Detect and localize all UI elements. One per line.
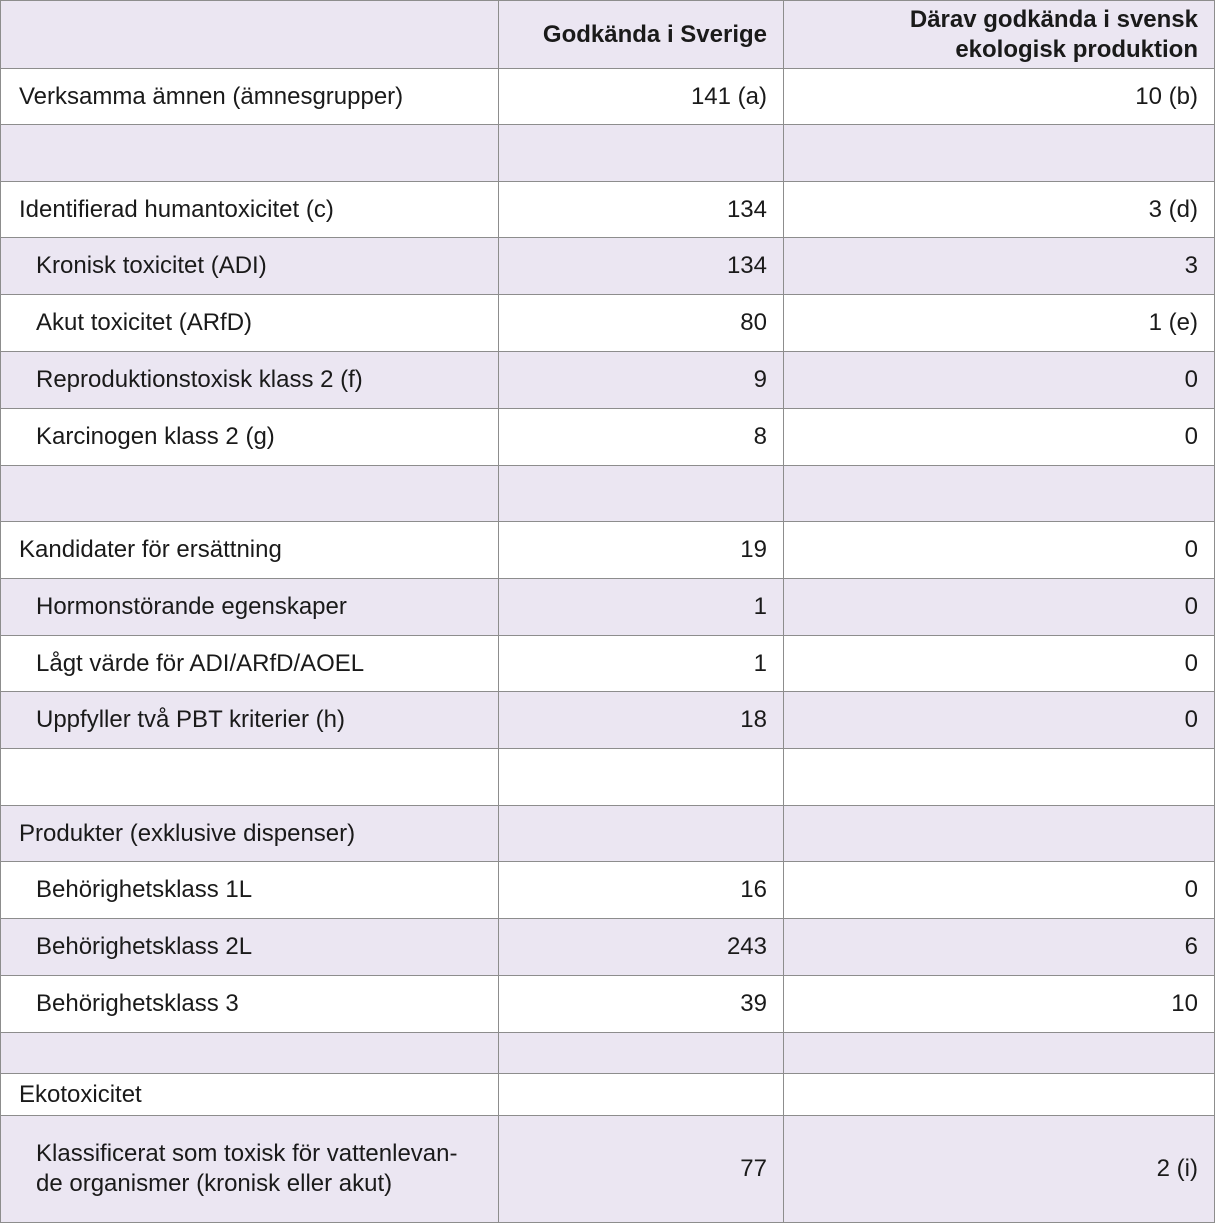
table-row: [0, 635, 1215, 691]
row-value-approved-organic: [783, 805, 1215, 861]
table-row: [0, 975, 1215, 1032]
row-value-approved-sweden: 16: [498, 861, 783, 918]
table-row: [0, 861, 1215, 918]
row-value-approved-sweden: 243: [498, 918, 783, 975]
table-row: [0, 691, 1215, 748]
row-value-approved-organic: [783, 1032, 1215, 1073]
row-value-approved-sweden: [498, 124, 783, 181]
table-row: [0, 351, 1215, 408]
row-label: Reproduktionstoxisk klass 2 (f): [0, 351, 498, 408]
row-value-approved-sweden: 39: [498, 975, 783, 1032]
row-value-approved-organic: 0: [783, 408, 1215, 465]
row-label: [0, 1032, 498, 1073]
row-value-approved-sweden: 141 (a): [498, 68, 783, 124]
row-value-approved-sweden: 1: [498, 635, 783, 691]
row-value-approved-organic: 3: [783, 237, 1215, 294]
row-value-approved-organic: 1 (e): [783, 294, 1215, 351]
row-value-approved-organic: 2 (i): [783, 1115, 1215, 1223]
row-value-approved-sweden: 1: [498, 578, 783, 635]
table-row: [0, 1073, 1215, 1115]
table-row: [0, 181, 1215, 237]
table-row: [0, 68, 1215, 124]
header-cell-label: [0, 0, 498, 68]
row-value-approved-sweden: 134: [498, 237, 783, 294]
row-value-approved-organic: 0: [783, 635, 1215, 691]
table-row: [0, 237, 1215, 294]
row-label: Karcinogen klass 2 (g): [0, 408, 498, 465]
row-value-approved-sweden: 19: [498, 521, 783, 578]
row-label: Lågt värde för ADI/ARfD/AOEL: [0, 635, 498, 691]
row-value-approved-sweden: 80: [498, 294, 783, 351]
table-row: [0, 408, 1215, 465]
row-label: [0, 465, 498, 521]
row-label: Klassificerat som toxisk för vattenlevan- de organismer (kronisk eller akut): [0, 1115, 498, 1223]
table-header-row: [0, 0, 1215, 68]
row-label: Verksamma ämnen (ämnesgrupper): [0, 68, 498, 124]
row-label: Kandidater för ersättning: [0, 521, 498, 578]
row-label: Identifierad humantoxicitet (c): [0, 181, 498, 237]
row-label: Behörighetsklass 3: [0, 975, 498, 1032]
table-row: [0, 918, 1215, 975]
table-row: [0, 124, 1215, 181]
row-value-approved-sweden: [498, 1073, 783, 1115]
table-row: [0, 465, 1215, 521]
row-value-approved-organic: 0: [783, 578, 1215, 635]
row-value-approved-sweden: [498, 748, 783, 805]
row-label: Hormonstörande egenskaper: [0, 578, 498, 635]
row-value-approved-organic: 3 (d): [783, 181, 1215, 237]
row-label: Ekotoxicitet: [0, 1073, 498, 1115]
table-row: [0, 748, 1215, 805]
row-value-approved-sweden: 9: [498, 351, 783, 408]
row-label: Akut toxicitet (ARfD): [0, 294, 498, 351]
header-cell-approved-organic: Därav godkända i svensk ekologisk produktion: [783, 0, 1215, 68]
table-row: [0, 521, 1215, 578]
row-value-approved-sweden: [498, 1032, 783, 1073]
row-value-approved-organic: [783, 748, 1215, 805]
row-label: Behörighetsklass 1L: [0, 861, 498, 918]
table-row: [0, 294, 1215, 351]
table-row: [0, 1032, 1215, 1073]
row-label: [0, 124, 498, 181]
row-value-approved-organic: 10: [783, 975, 1215, 1032]
row-value-approved-organic: [783, 124, 1215, 181]
row-label: [0, 748, 498, 805]
row-label: Behörighetsklass 2L: [0, 918, 498, 975]
row-value-approved-organic: 6: [783, 918, 1215, 975]
row-label: Produkter (exklusive dispenser): [0, 805, 498, 861]
row-label: Kronisk toxicitet (ADI): [0, 237, 498, 294]
header-cell-approved-sweden: Godkända i Sverige: [498, 0, 783, 68]
row-label: Uppfyller två PBT kriterier (h): [0, 691, 498, 748]
row-value-approved-sweden: 8: [498, 408, 783, 465]
table-row: [0, 805, 1215, 861]
row-value-approved-sweden: 18: [498, 691, 783, 748]
row-value-approved-organic: 0: [783, 691, 1215, 748]
row-value-approved-organic: 0: [783, 521, 1215, 578]
row-value-approved-sweden: 77: [498, 1115, 783, 1223]
row-value-approved-sweden: 134: [498, 181, 783, 237]
row-value-approved-organic: 10 (b): [783, 68, 1215, 124]
row-value-approved-organic: [783, 1073, 1215, 1115]
row-value-approved-sweden: [498, 805, 783, 861]
row-value-approved-organic: [783, 465, 1215, 521]
row-value-approved-organic: 0: [783, 351, 1215, 408]
row-value-approved-sweden: [498, 465, 783, 521]
row-value-approved-organic: 0: [783, 861, 1215, 918]
table-row: [0, 1115, 1215, 1223]
table-row: [0, 578, 1215, 635]
